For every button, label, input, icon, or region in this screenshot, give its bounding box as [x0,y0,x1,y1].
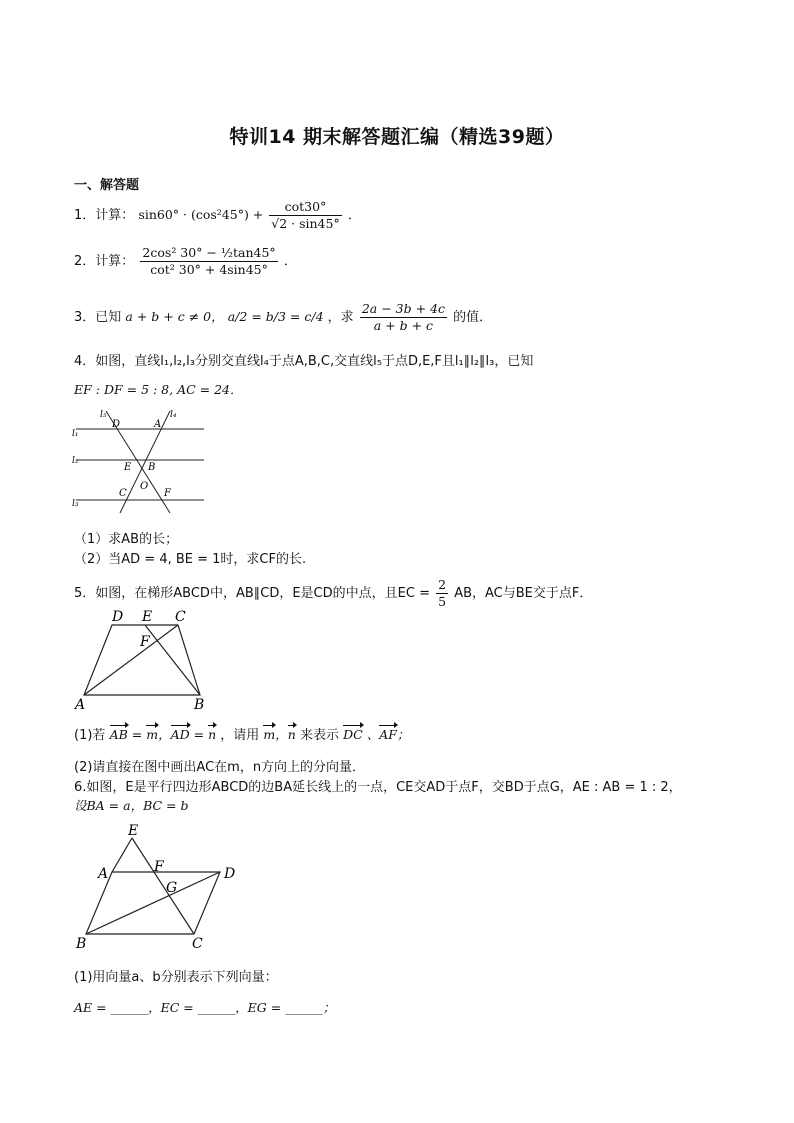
figure-4-parallel-lines [70,405,210,520]
label-O: O [140,481,149,492]
label-B: B [76,936,87,952]
q6-line1: 6.如图，E是平行四边形ABCD的边BA延长线上的一点，CE交AD于点F，交BD于点G，AE : AB = 1 : 2， [74,780,682,795]
q3-prefix: 3．已知 [74,310,122,325]
q1-numerator: cot30° [269,200,341,216]
segment-EC [132,838,194,934]
question-1 [74,200,361,231]
q5-sub1-a: (1)若 [74,728,106,743]
label-A: A [75,697,86,713]
q4-sub2: （2）当AD = 4, BE = 1时，求CF的长. [74,552,307,567]
question-2 [74,246,297,277]
label-G: G [166,880,178,896]
label-l3: l₃ [72,499,79,509]
q3-ratio: a/2 = b/3 = c/4 [227,309,324,324]
q5-sub1 [74,724,409,743]
q3-fraction [360,302,447,333]
q3-numerator: 2a − 3b + 4c [361,301,445,316]
q5-sub1-c: 来表示 [300,728,340,743]
q1-expr: sin60° · (cos²45°) + [138,207,268,222]
q2-prefix: 2．计算： [74,254,135,269]
q1-fraction [269,200,341,231]
page-title: 特训14 期末解答题汇编（精选39题） [229,126,565,148]
q4-sub1: （1）求AB的长； [74,532,179,547]
q2-fraction [140,246,277,277]
q1-denominator: √2 · sin45° [271,216,340,231]
q5-frac-den: 5 [438,594,447,609]
label-F: F [140,634,150,650]
section-heading: 一、解答题 [74,178,140,193]
q6-sub1-answers: AE = ______，EC = ______，EG = ______； [74,1000,336,1015]
label-C: C [192,936,203,952]
segment-AE [112,838,132,872]
label-l5: l₅ [100,410,107,420]
q4-line1: 4．如图，直线l₁,l₂,l₃分别交直线l₄于点A,B,C,交直线l₅于点D,E,F且l₁∥l₂∥l₃，已知 [74,354,534,369]
label-C: C [119,488,127,499]
q5-text-b: AB，AC与BE交于点F． [454,586,593,601]
q3-end: 的值． [453,310,493,325]
label-E: E [128,823,139,839]
q5-text-a: 5．如图，在梯形ABCD中，AB∥CD，E是CD的中点，且EC = [74,586,435,601]
label-l1: l₁ [72,429,79,439]
label-l4: l₄ [170,410,177,420]
q5-vectors-mn: m，n [263,727,296,742]
q1-prefix: 1．计算： [74,208,135,223]
q2-denominator: cot² 30° + 4sin45° [150,262,268,277]
q5-sub1-b: ，请用 [220,728,260,743]
q5-vector-defs: AB = m，AD = n [109,727,217,742]
q5-sub2: (2)请直接在图中画出AC在m，n方向上的分向量． [74,760,366,775]
question-3 [74,302,492,333]
q6-line2: 设BA = a，BC = b [74,798,189,813]
label-E: E [142,609,153,625]
q5-targets: DC 、AF； [343,727,410,742]
q4-line2: EF : DF = 5 : 8, AC = 24． [74,382,243,397]
label-A: A [98,866,109,882]
q6-sub1: (1)用向量a、b分别表示下列向量： [74,970,278,985]
label-C: C [175,609,186,625]
q3-denominator: a + b + c [373,318,434,333]
label-B: B [148,462,156,473]
label-D: D [112,419,121,430]
label-F: F [164,488,171,499]
label-B: B [194,697,205,713]
label-D: D [224,866,236,882]
label-l2: l₂ [72,456,79,466]
figure-5-trapezoid [72,605,214,713]
label-D: D [112,609,124,625]
q1-end: ． [347,208,361,223]
label-F: F [154,859,164,875]
figure-6-parallelogram [74,822,244,952]
q5-fraction [436,578,448,609]
q2-end: ． [283,254,297,269]
segment-BE [145,625,200,695]
q2-numerator: 2cos² 30° − ½tan45° [142,245,276,260]
label-E: E [124,462,132,473]
label-A: A [154,419,162,430]
q3-ask: ，求 [327,310,354,325]
q5-frac-num: 2 [438,577,447,592]
q3-condition: a + b + c ≠ 0， [125,309,224,324]
